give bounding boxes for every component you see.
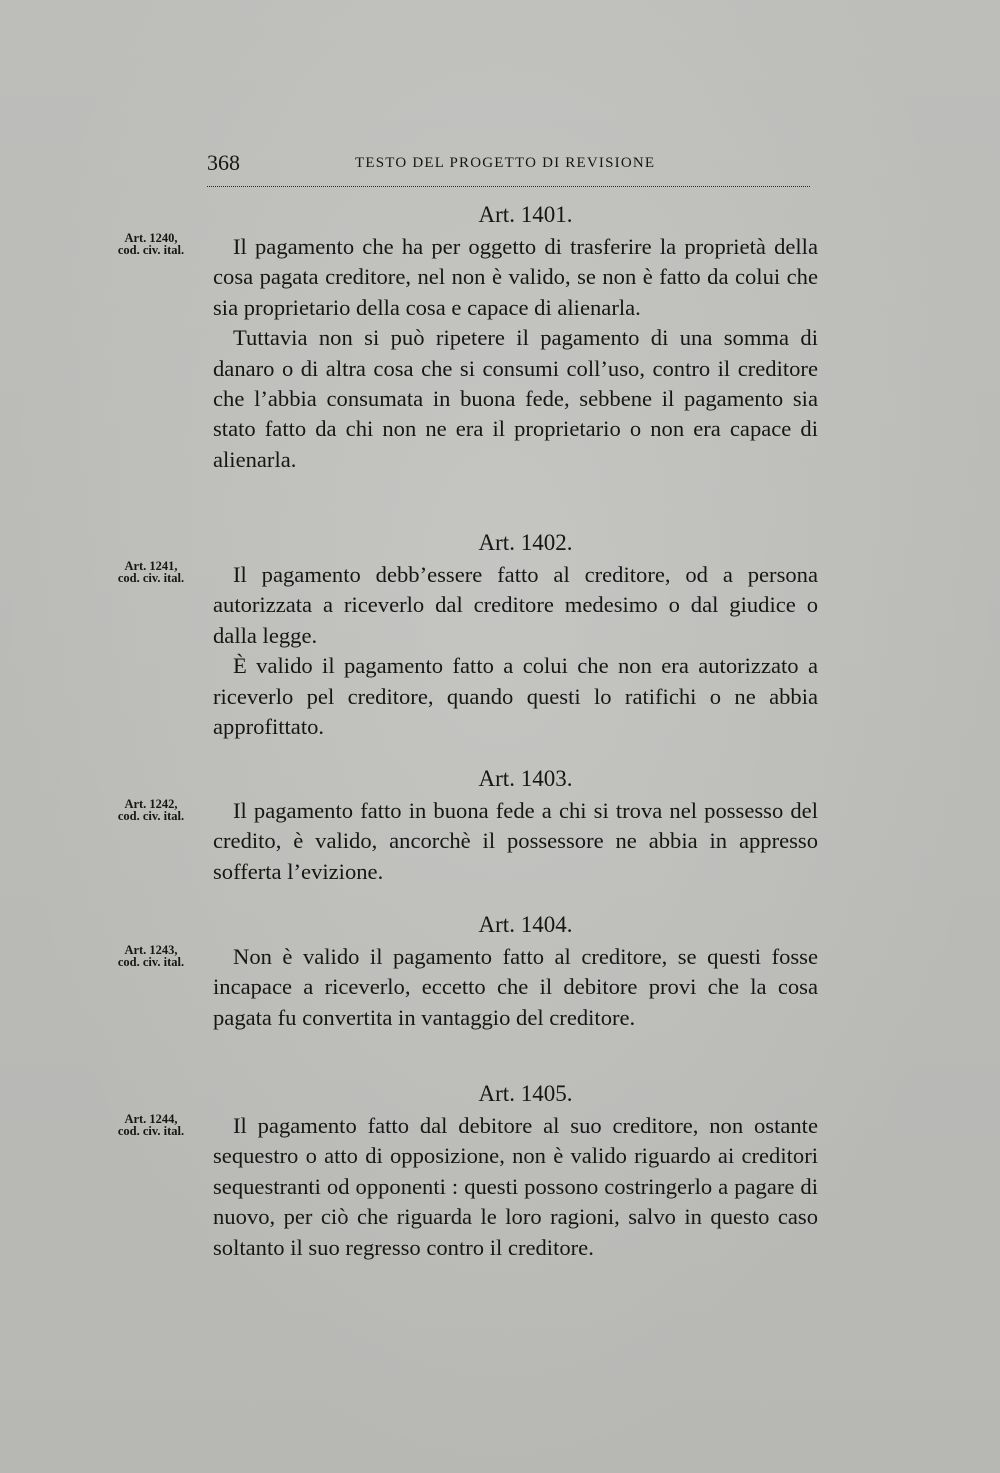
article-paragraph: Il pagamento debb’essere fatto al creditore, od a persona autorizzata a riceverlo dal creditore medesimo o dal giudice o dalla legge.	[213, 562, 818, 648]
article-1403	[213, 764, 818, 887]
article-1401	[213, 200, 818, 475]
article-heading: Art. 1402.	[478, 530, 573, 555]
margin-reference-1404	[96, 944, 206, 968]
article-paragraph: Il pagamento che ha per oggetto di trasferire la proprietà della cosa pagata creditore, nel non è valido, se non è fatto da colui che sia proprietario della cosa e capace di alienarla.	[213, 234, 818, 320]
article-paragraph: È valido il pagamento fatto a colui che non era autorizzato a riceverlo pel creditore, quando questi lo ratifichi o ne abbia approfittato.	[213, 653, 818, 740]
margin-reference-1403	[96, 798, 206, 822]
running-title: TESTO DEL PROGETTO DI REVISIONE	[355, 155, 656, 171]
page-number: 368	[207, 150, 240, 175]
margin-ref-code: cod. civ. ital.	[117, 243, 185, 257]
margin-reference-1405	[96, 1113, 206, 1137]
margin-ref-article: Art. 1243,	[124, 943, 178, 957]
article-paragraph: Tuttavia non si può ripetere il pagamento di una somma di danaro o di altra cosa che si consumi coll’uso, contro il creditore che l’abbia consumata in buona fede, sebbene il pagamento sia stato fatto da chi non ne era il proprietario o non era capace di alienarla.	[213, 325, 818, 472]
article-heading: Art. 1404.	[478, 912, 573, 937]
article-paragraph: Il pagamento fatto dal debitore al suo creditore, non ostante sequestro o atto di opposizione, non è valido riguardo ai creditori sequestranti od opponenti : questi possono costringerlo a pagare di nuovo, per ciò che riguarda le loro ragioni, salvo in questo caso soltanto il suo regresso contro il creditore.	[213, 1113, 818, 1260]
margin-ref-code: cod. civ. ital.	[117, 955, 185, 969]
margin-ref-code: cod. civ. ital.	[117, 571, 185, 585]
margin-ref-article: Art. 1241,	[124, 559, 178, 573]
margin-reference-1401	[96, 232, 206, 256]
article-heading: Art. 1405.	[478, 1081, 573, 1106]
article-1405	[213, 1079, 818, 1263]
article-paragraph: Il pagamento fatto in buona fede a chi si trova nel possesso del credito, è valido, ancorchè il possessore ne abbia in appresso sofferta l’evizione.	[213, 798, 818, 884]
article-heading: Art. 1401.	[478, 202, 573, 227]
margin-reference-1402	[96, 560, 206, 584]
margin-ref-article: Art. 1242,	[124, 797, 178, 811]
article-paragraph: Non è valido il pagamento fatto al creditore, se questi fosse incapace a riceverlo, eccetto che il debitore provi che la cosa pagata fu convertita in vantaggio del creditore.	[213, 944, 818, 1030]
margin-ref-code: cod. civ. ital.	[117, 1124, 185, 1138]
margin-ref-code: cod. civ. ital.	[117, 809, 185, 823]
margin-ref-article: Art. 1244,	[124, 1112, 178, 1126]
page-header	[207, 150, 810, 187]
article-1402	[213, 528, 818, 742]
article-1404	[213, 910, 818, 1033]
margin-ref-article: Art. 1240,	[124, 231, 178, 245]
article-heading: Art. 1403.	[478, 766, 573, 791]
